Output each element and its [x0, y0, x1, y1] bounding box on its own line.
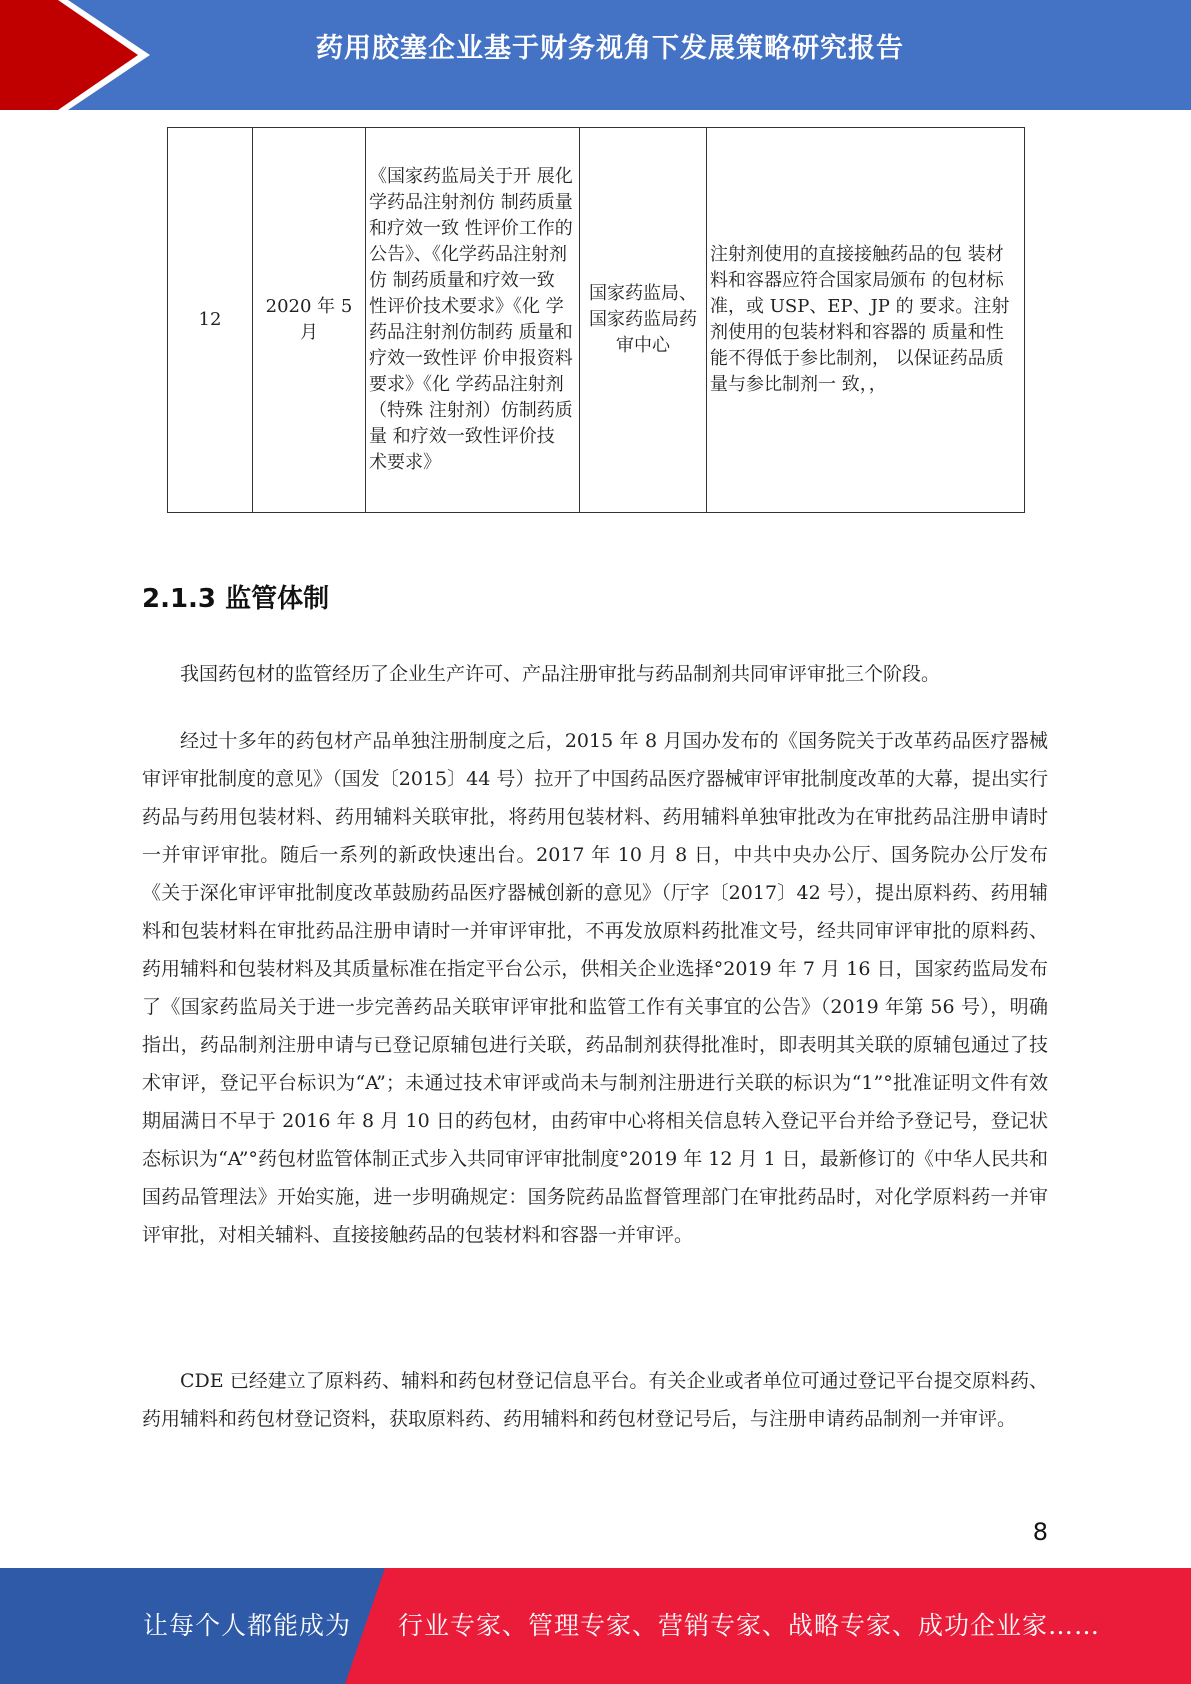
- cell-date: 2020 年 5 月: [253, 128, 366, 513]
- section-heading: 2.1.3 监管体制: [142, 584, 330, 614]
- cell-organization: 国家药监局、国家药监局药审中心: [580, 128, 707, 513]
- cell-documents: 《国家药监局关于开 展化学药品注射剂仿 制药质量和疗效一致 性评价工作的公告》、《化学药品注射剂仿 制药质量和疗效一致 性评价技术要求》《化 学药品注射剂仿制药 质量和疗效一致性评 价申报资料要求》《化 学药品注射剂（特殊 注射剂）仿制药质量 和疗效一致性评价技 术要求》: [366, 128, 580, 513]
- cell-number: 12: [168, 128, 253, 513]
- paragraph: CDE 已经建立了原料药、辅料和药包材登记信息平台。有关企业或者单位可通过登记平台提交原料药、药用辅料和药包材登记资料，获取原料药、药用辅料和药包材登记号后，与注册申请药品制剂一并审评。: [142, 1370, 1048, 1430]
- footer-slogan-right: 行业专家、管理专家、营销专家、战略专家、成功企业家……: [398, 1611, 1101, 1640]
- page-header: [0, 0, 1191, 110]
- header-title: 药用胶塞企业基于财务视角下发展策略研究报告: [316, 33, 904, 64]
- policy-table: [167, 127, 1025, 513]
- header-chevron-icon: [0, 0, 150, 110]
- table-row: [168, 128, 1025, 513]
- page-footer: [0, 1568, 1191, 1684]
- paragraph: 我国药包材的监管经历了企业生产许可、产品注册审批与药品制剂共同审评审批三个阶段。: [180, 663, 941, 685]
- paragraph: 经过十多年的药包材产品单独注册制度之后，2015 年 8 月国办发布的《国务院关于改革药品医疗器械审评审批制度的意见》（国发〔2015〕44 号）拉开了中国药品医疗器械审评审批制度改革的大幕，提出实行药品与药用包装材料、药用辅料关联审批，将药用包装材料、药用辅料单独审批改为在审批药品注册申请时一并审评审批。随后一系列的新政快速出台。2017 年 10 月 8 日，中共中央办公厅、国务院办公厅发布《关于深化审评审批制度改革鼓励药品医疗器械创新的意见》（厅字〔2017〕42 号），提出原料药、药用辅料和包装材料在审批药品注册申请时一并审评审批，不再发放原料药批准文号，经共同审评审批的原料药、药用辅料和包装材料及其质量标准在指定平台公示，供相关企业选择°2019 年 7 月 16 日，国家药监局发布了《国家药监局关于进一步完善药品关联审评审批和监管工作有关事宜的公告》（2019 年第 56 号），明确指出，药品制剂注册申请与已登记原辅包进行关联，药品制剂获得批准时，即表明其关联的原辅包通过了技术审评，登记平台标识为“A”；未通过技术审评或尚未与制剂注册进行关联的标识为“1”°批准证明文件有效期届满日不早于 2016 年 8 月 10 日的药包材，由药审中心将相关信息转入登记平台并给予登记号，登记状态标识为“A”°药包材监管体制正式步入共同审评审批制度°2019 年 12 月 1 日，最新修订的《中华人民共和国药品管理法》开始实施，进一步明确规定：国务院药品监督管理部门在审批药品时，对化学原料药一并审评审批，对相关辅料、直接接触药品的包装材料和容器一并审评。: [142, 730, 1048, 1246]
- page-number: 8: [1032, 1518, 1048, 1546]
- cell-requirement: 注射剂使用的直接接触药品的包 装材料和容器应符合国家局颁布 的包材标准，或 USP、EP、JP 的 要求。注射剂使用的包装材料和容器的 质量和性能不得低于参比制剂， 以保证药品质量与参比制剂一 致，，: [707, 128, 1025, 513]
- footer-slogan-left: 让每个人都能成为: [143, 1611, 352, 1640]
